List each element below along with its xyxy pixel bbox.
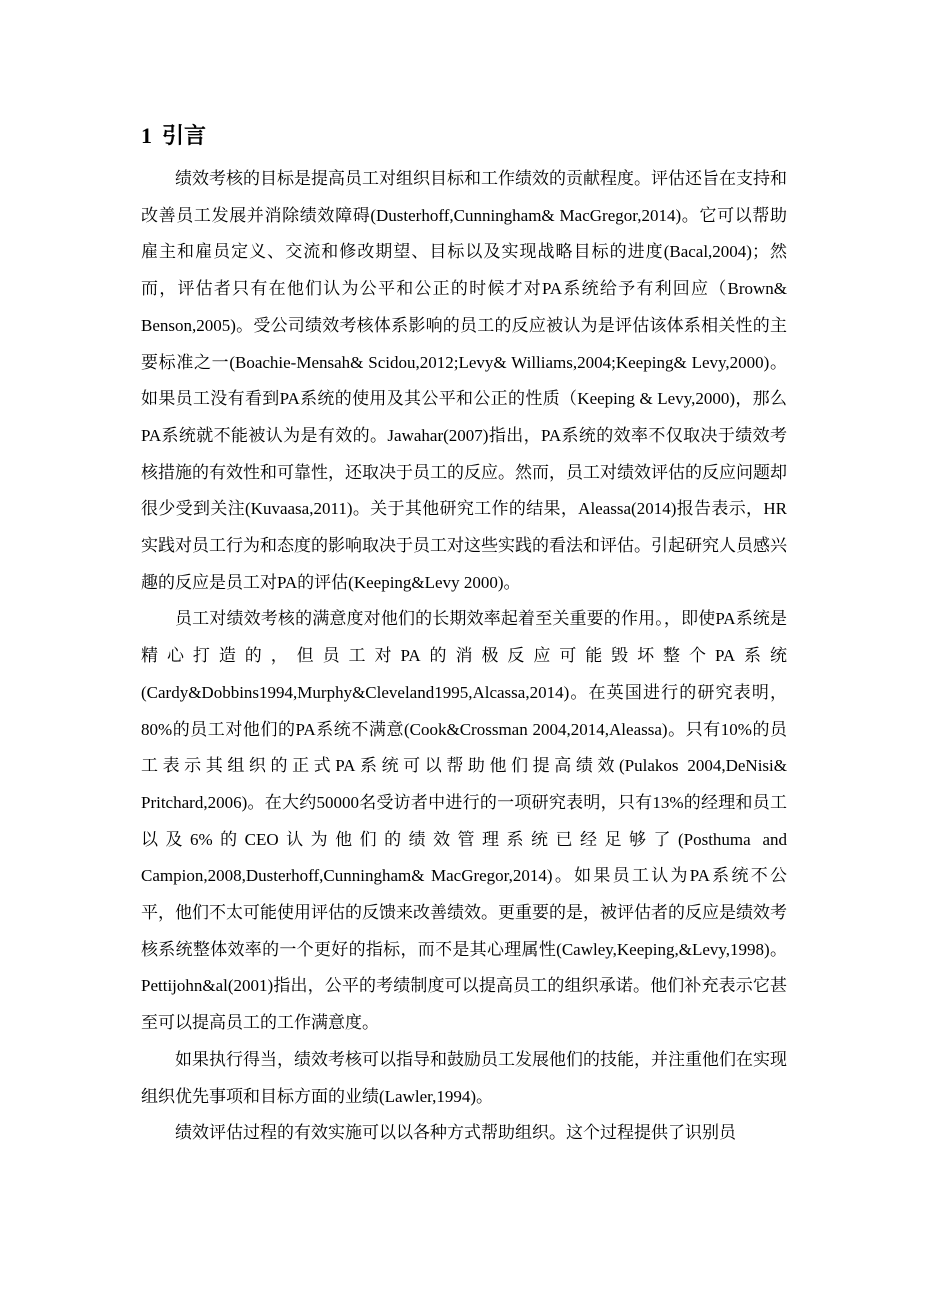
paragraph-skill-development: 如果执行得当，绩效考核可以指导和鼓励员工发展他们的技能，并注重他们在实现组织优先事项和目标方面的业绩(Lawler,1994)。 — [141, 1049, 787, 1106]
section-title: 引言 — [162, 124, 207, 149]
section-number: 1 — [141, 123, 152, 148]
paragraph-employee-satisfaction: 员工对绩效考核的满意度对他们的长期效率起着至关重要的作用。，即使PA系统是精心打造的，但员工对PA的消极反应可能毁坏整个PA系统(Cardy&Dobbins1994,Murphy&Cleveland1995,Alcassa,2014)。在英国进行的研究表明，80%的员工对他们的PA系统不满意(Cook&Crossman 2004,2014,Aleassa)。只有10%的员工表示其组织的正式PA系统可以帮助他们提高绩效(Pulakos 2004,DeNisi& Pritchard,2006)。在大约50000名受访者中进行的一项研究表明，只有13%的经理和员工以及6%的CEO认为他们的绩效管理系统已经足够了(Posthuma and Campion,2008,Dusterhoff,Cunningham& MacGregor,2014)。如果员工认为PA系统不公平，他们不太可能使用评估的反馈来改善绩效。更重要的是，被评估者的反应是绩效考核系统整体效率的一个更好的指标，而不是其心理属性(Cawley,Keeping,&Levy,1998)。Pettijohn&al(2001)指出，公平的考绩制度可以提高员工的组织承诺。他们补充表示它甚至可以提高员工的工作满意度。 — [141, 609, 787, 1033]
body-text — [141, 161, 787, 1152]
paragraph-appraisal-goals: 绩效考核的目标是提高员工对组织目标和工作绩效的贡献程度。评估还旨在支持和改善员工发展并消除绩效障碍(Dusterhoff,Cunningham& MacGregor,2014)。它可以帮助雇主和雇员定义、交流和修改期望、目标以及实现战略目标的进度(Bacal,2004)；然而，评估者只有在他们认为公平和公正的时候才对PA系统给予有利回应（Brown& Benson,2005)。受公司绩效考核体系影响的员工的反应被认为是评估该体系相关性的主要标准之一(Boachie-Mensah& Scidou,2012;Levy& Williams,2004;Keeping& Levy,2000)。如果员工没有看到PA系统的使用及其公平和公正的性质（Keeping & Levy,2000)，那么PA系统就不能被认为是有效的。Jawahar(2007)指出，PA系统的效率不仅取决于绩效考核措施的有效性和可靠性，还取决于员工的反应。然而，员工对绩效评估的反应问题却很少受到关注(Kuvaasa,2011)。关于其他研究工作的结果，Aleassa(2014)报告表示，HR实践对员工行为和态度的影响取决于员工对这些实践的看法和评估。引起研究人员感兴趣的反应是员工对PA的评估(Keeping&Levy 2000)。 — [141, 169, 787, 592]
section-heading — [141, 121, 206, 152]
paragraph-effective-implementation: 绩效评估过程的有效实施可以以各种方式帮助组织。这个过程提供了识别员 — [175, 1123, 736, 1143]
